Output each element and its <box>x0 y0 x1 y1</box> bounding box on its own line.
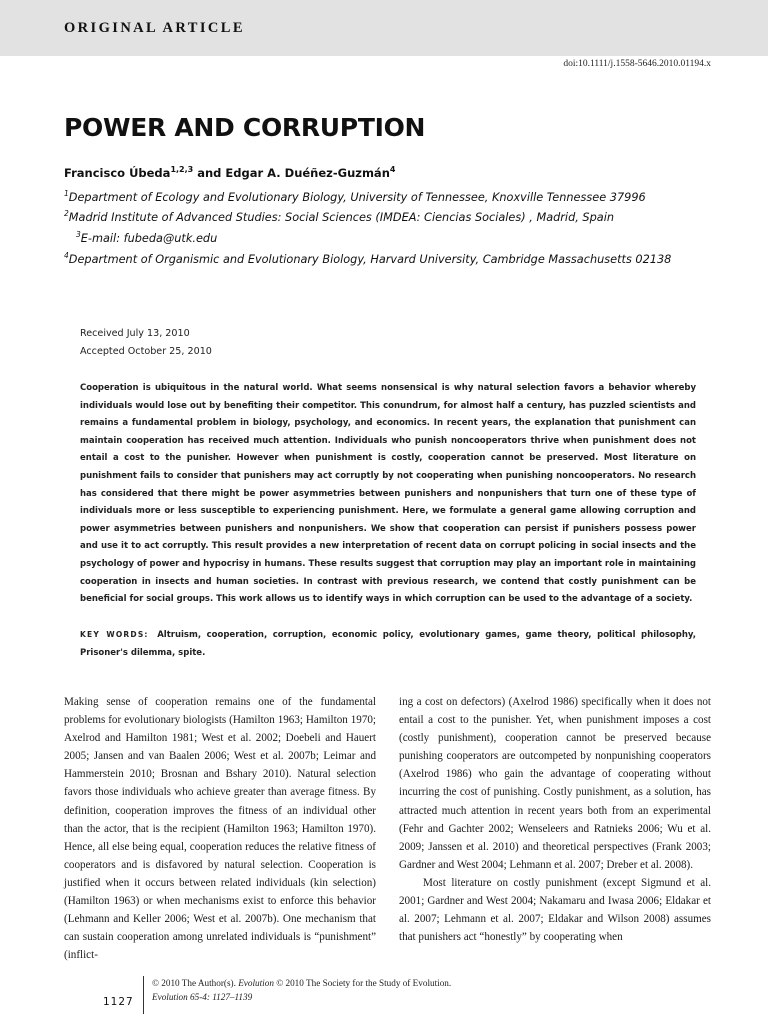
author-affiliation-marks: 1,2,3 <box>170 165 194 174</box>
page-number: 1127 <box>103 996 134 1008</box>
author-name[interactable]: and Edgar A. Duéñez-Guzmán <box>193 165 390 180</box>
affiliation <box>64 251 671 266</box>
doi[interactable]: doi:10.1111/j.1558-5646.2010.01194.x <box>563 59 711 69</box>
section-label: ORIGINAL ARTICLE <box>64 20 245 36</box>
affiliation-mark: 2 <box>64 209 69 218</box>
email-link[interactable]: E-mail: fubeda@utk.edu <box>80 231 218 245</box>
journal-citation: Evolution 65-4: 1127–1139 <box>152 992 253 1002</box>
body-paragraph: ing a cost on defectors) (Axelrod 1986) specifically when it does not entail a cost to the punisher. Yet, when punishment imposes a cost (costly punishment), cooperation cannot be preserved because punishing cooperators are outcompeted by nonpunishing cooperators (Axelrod 1986) who gain the advantage of cooperating without incurring the cost of punishing. Costly punishment, as a solution, has attracted much attention in recent years both from an experimental (Fehr and Gachter 2002; Wenseleers and Ratnieks 2006; Wu et al. 2009; Janssen et al. 2010) and theoretical perspectives (Frank 2003; Gardner and West 2004; Lehmann et al. 2007; Dreber et al. 2008). <box>399 696 711 871</box>
affiliation-mark: 4 <box>64 251 69 260</box>
affiliation-text: Department of Organismic and Evolutionary Biology, Harvard University, Cambridge Massachusetts 02138 <box>68 252 672 266</box>
journal-name: Evolution <box>238 978 274 988</box>
author-line <box>64 165 395 180</box>
affiliation-text: Department of Ecology and Evolutionary Biology, University of Tennessee, Knoxville Tennessee 37996 <box>68 190 646 204</box>
received-date: Received July 13, 2010 <box>80 328 190 339</box>
author-affiliation-marks: 4 <box>389 165 396 174</box>
affiliation-mark: 3 <box>76 230 81 239</box>
keywords <box>80 626 696 662</box>
abstract: Cooperation is ubiquitous in the natural world. What seems nonsensical is why natural selection favors a behavior whereby individuals would lose out by benefiting their competitor. This conundrum, for almost half a century, has puzzled scientists and remains a fundamental problem in biology, psychology, and economics. In recent years, the explanation that punishment can maintain cooperation has received much attention. Individuals who punish noncooperators thrive when punishment does not entail a cost to the punisher. However when punishment is costly, cooperation cannot be preserved. Most literature on punishment fails to consider that punishers may act corruptly by not cooperating when punishing noncooperators. No research has considered that there might be power asymmetries between punishers and nonpunishers that turn one of these type of individuals more or less susceptible to experiencing punishment. Here, we formulate a general game allowing corruption and power asymmetries between punishers and nonpunishers. We show that cooperation can persist if punishers possess power and use it to act corruptly. This result provides a new interpretation of recent data on corrupt policing in social insects and the psychology of power and hypocrisy in humans. These results suggest that corruption may play an important role in maintaining cooperation in insects and human societies. In contrast with previous research, we contend that costly punishment can be beneficial for social groups. This work allows us to identify ways in which corruption can be used to the advantage of a society. <box>80 383 696 605</box>
footer-divider <box>143 976 144 1014</box>
body-paragraph: Most literature on costly punishment (except Sigmund et al. 2001; Gardner and West 2004; Nakamaru and Iwasa 2006; Eldakar et al. 2007; Lehmann et al. 2007; Eldakar and Wilson 2008) assumes that punishers act “honestly” by cooperating when <box>399 876 711 944</box>
affiliation-mark: 1 <box>64 189 69 198</box>
affiliation <box>64 189 646 204</box>
affiliation-text: Madrid Institute of Advanced Studies: Social Sciences (IMDEA: Ciencias Sociales) , Madrid, Spain <box>68 210 614 224</box>
body-right-column <box>399 693 711 946</box>
affiliation <box>64 209 614 224</box>
copyright-text: © 2010 The Society for the Study of Evolution. <box>273 978 452 988</box>
copyright-text: © 2010 The Author(s). <box>152 978 239 988</box>
accepted-date: Accepted October 25, 2010 <box>80 346 212 357</box>
affiliation <box>76 230 217 245</box>
keywords-label: KEY WORDS: <box>80 630 149 639</box>
article-title: POWER AND CORRUPTION <box>64 113 426 142</box>
keywords-list: Altruism, cooperation, corruption, economic policy, evolutionary games, game theory, political philosophy, Prisoner's dilemma, spite. <box>80 630 696 658</box>
author-name[interactable]: Francisco Úbeda <box>64 165 171 180</box>
copyright-line <box>152 978 451 988</box>
body-left-column: Making sense of cooperation remains one of the fundamental problems for evolutionary biologists (Hamilton 1963; Hamilton 1970; Axelrod and Hamilton 1981; West et al. 2002; Doebeli and Hauert 2005; Jansen and van Baalen 2006; West et al. 2007b; Leimar and Hammerstein 2010; Brosnan and Bshary 2010). Natural selection favors those individuals who achieve greater than average fitness. By definition, cooperation improves the fitness of an individual other than the actor, that is the recipient (Hamilton 1963; Hamilton 1970). Hence, all else being equal, cooperation reduces the relative fitness of cooperators and is disfavored by natural selection. Cooperation is justified when it occurs between related individuals (kin selection) (Hamilton 1963) or when mechanisms exist to enforce this behavior (Lehmann and Keller 2006; West et al. 2007b). One mechanism that can sustain cooperation among unrelated individuals is “punishment” (inflict- <box>64 696 376 962</box>
